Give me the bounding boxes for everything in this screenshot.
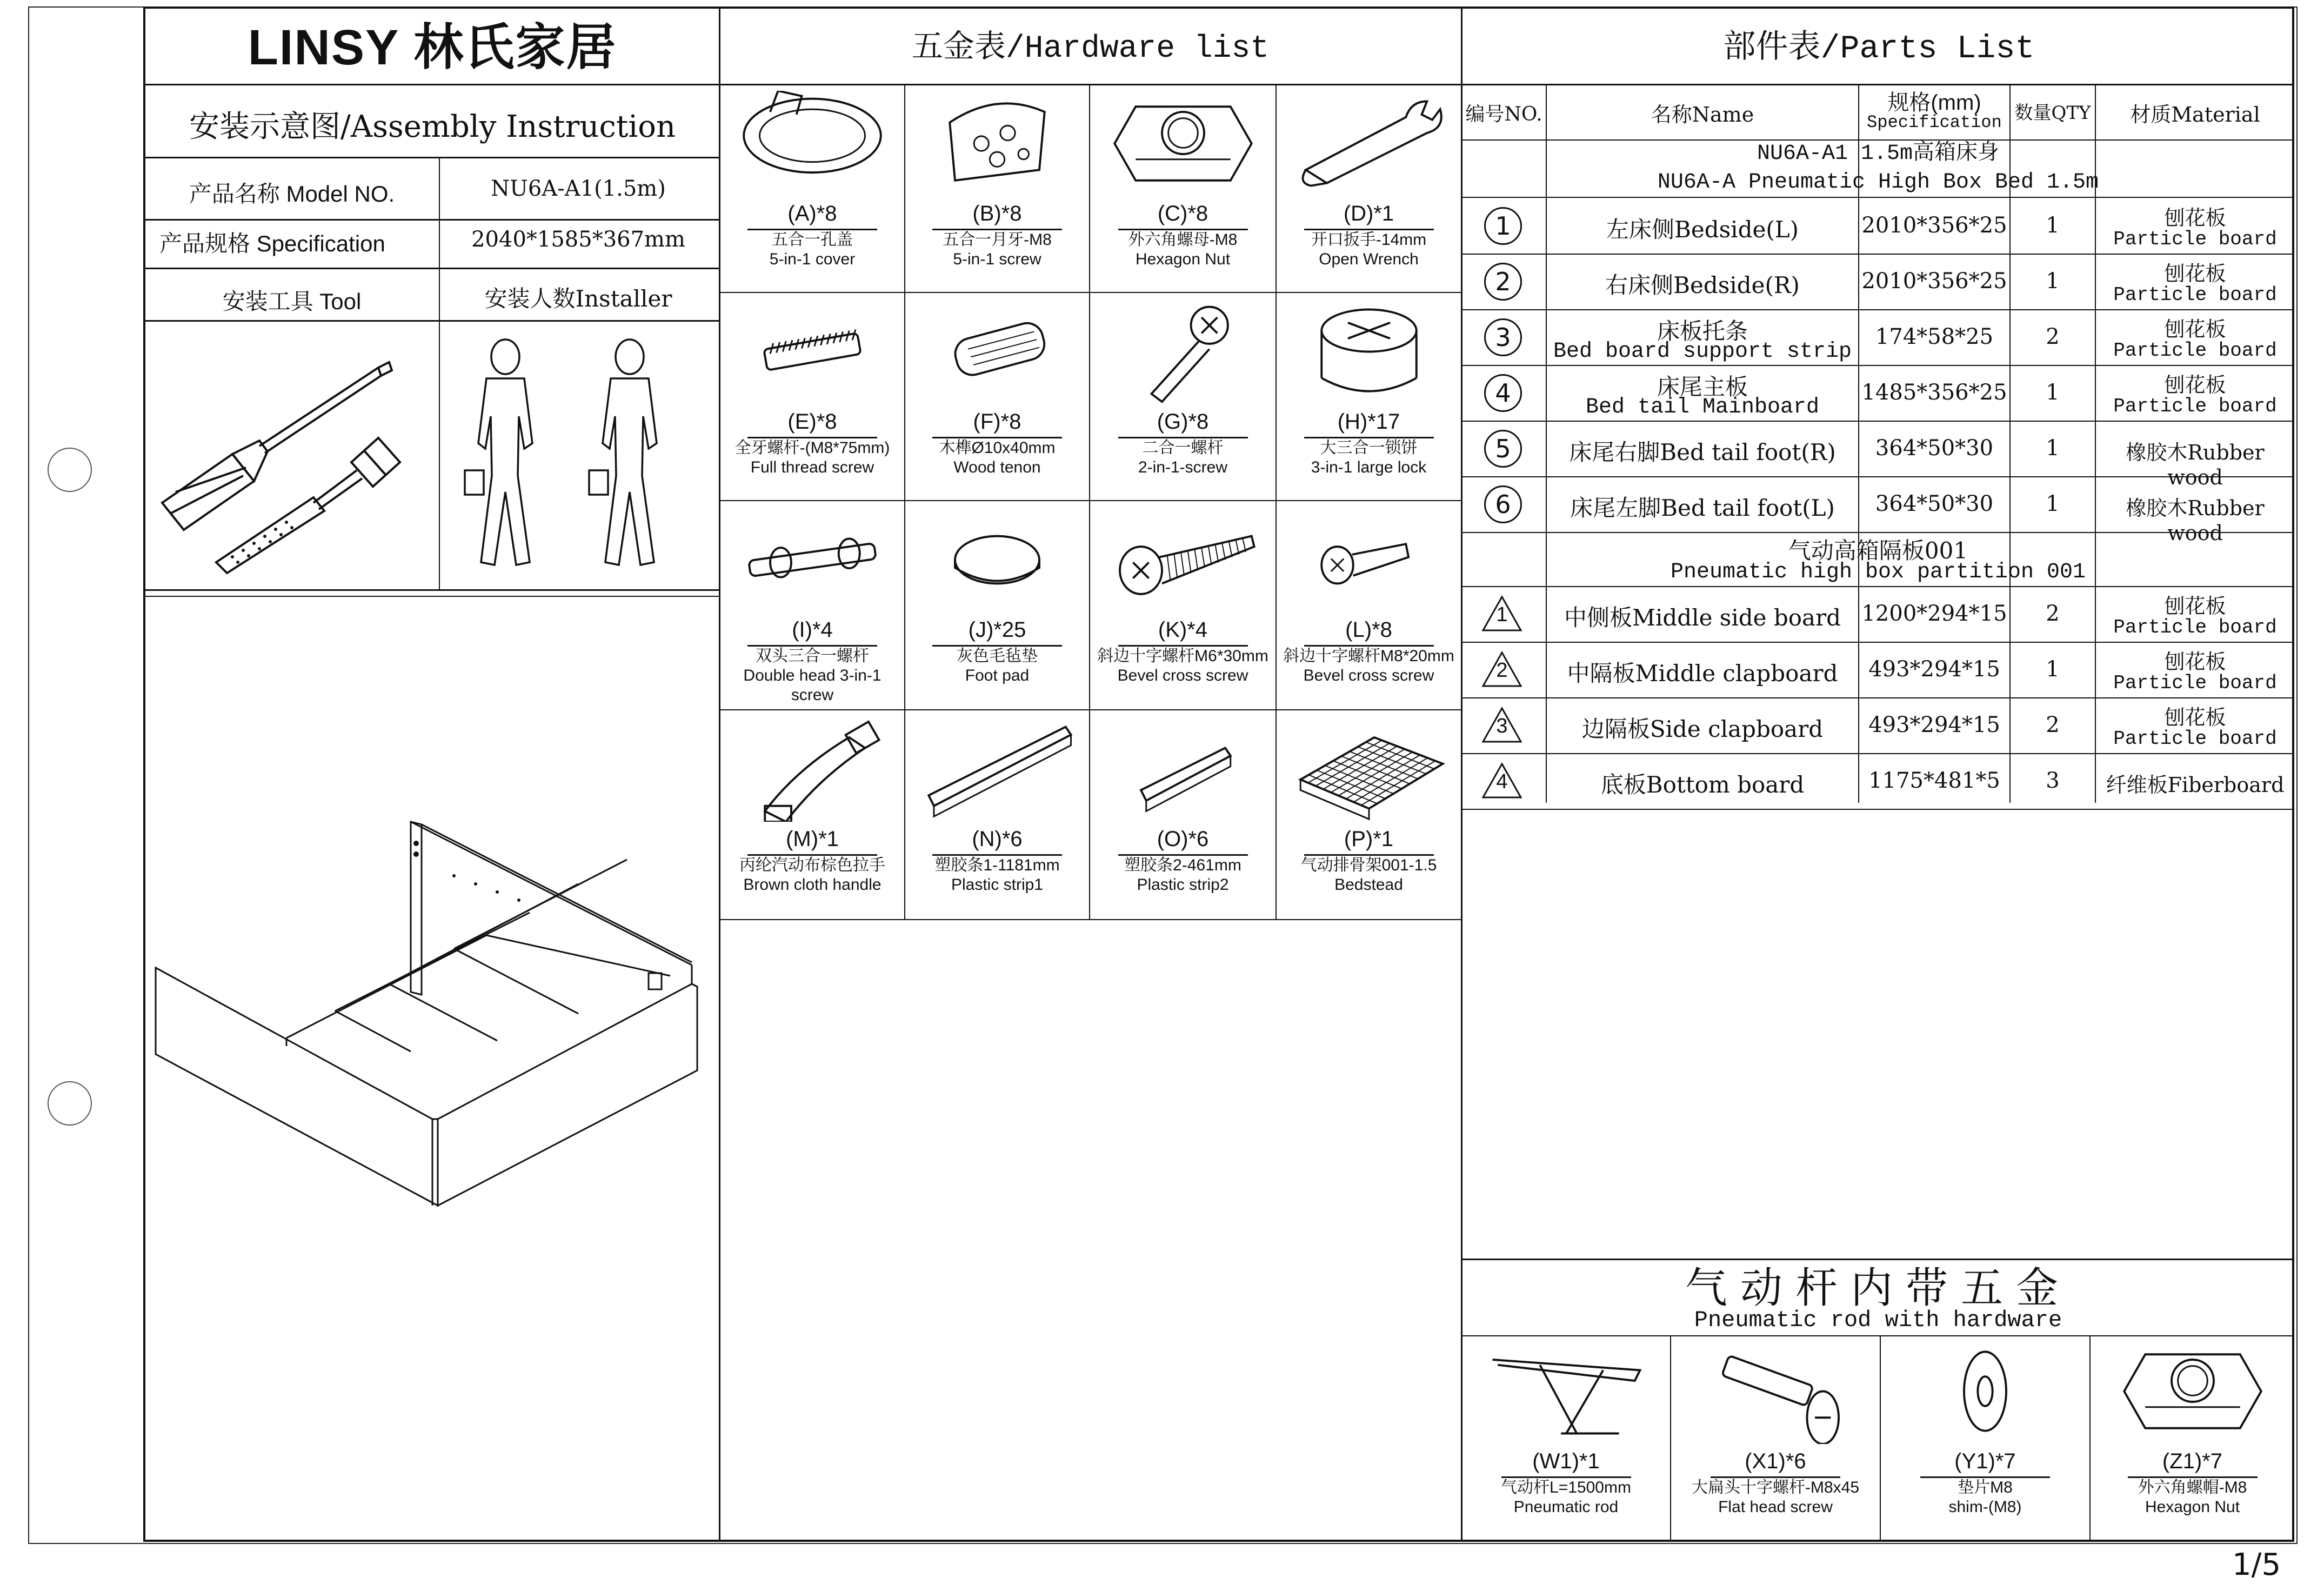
hardware-item	[905, 502, 1089, 685]
pneumatic-item	[1462, 1339, 1670, 1517]
hardware-item	[905, 294, 1089, 477]
bed-frame-grid-icon	[1288, 716, 1450, 822]
hardware-item	[905, 85, 1089, 269]
part-qty: 1	[2046, 491, 2060, 516]
spec-label: 产品规格 Specification	[159, 231, 385, 256]
group2-title-en: Pneumatic high box partition 001	[1670, 560, 2086, 584]
hardware-name-en: Foot pad	[965, 667, 1030, 684]
wood-dowel-icon	[916, 299, 1078, 404]
part-spec: 364*50*30	[1875, 491, 1994, 516]
hardware-item	[720, 502, 904, 705]
part-material-en: Particle board	[2113, 672, 2277, 694]
hardware-name-cn: 全牙螺杆-(M8*75mm)	[734, 439, 890, 457]
hardware-code: (I)*4	[792, 618, 833, 642]
part-spec: 493*294*15	[1868, 657, 2000, 682]
installer-label: 安装人数Installer	[484, 285, 672, 312]
part-spec: 1175*481*5	[1868, 768, 2000, 793]
part-material: 纤维板Fiberboard	[2106, 773, 2285, 797]
bed-box-drawing	[151, 800, 719, 1341]
row-rule	[1461, 809, 2294, 810]
part-name: 床板托条	[1657, 318, 1748, 344]
part-name: 床尾左脚Bed tail foot(L)	[1570, 495, 1835, 521]
hardware-item	[720, 294, 904, 477]
cloth-handle-icon	[731, 716, 893, 822]
part-material: 刨花板	[2164, 206, 2226, 230]
pneumatic-name-en: Hexagon Nut	[2145, 1498, 2240, 1516]
row-rule	[1461, 697, 2294, 698]
brand-logo: LINSY 林氏家居	[248, 20, 617, 75]
hardware-name-cn: 五合一孔盖	[772, 231, 853, 249]
part-name: 右床侧Bedside(R)	[1605, 272, 1800, 298]
row-rule	[1461, 753, 2294, 754]
part-material-en: Particle board	[2113, 284, 2277, 306]
group1-title-cn: NU6A-A1 1.5m高箱床身	[1757, 142, 2000, 166]
part-qty: 2	[2046, 324, 2060, 349]
pneumatic-code: (Z1)*7	[2162, 1449, 2223, 1473]
pneumatic-name-cn: 外六角螺帽-M8	[2138, 1479, 2247, 1496]
hardware-name-cn: 塑胶条1-1181mm	[934, 856, 1060, 874]
plastic-strip-long-icon	[916, 716, 1078, 822]
hardware-code: (E)*8	[787, 410, 837, 434]
part-material: 刨花板	[2164, 373, 2226, 397]
hardware-name-cn: 气动排骨架001-1.5	[1300, 856, 1437, 874]
hardware-name-en: 5-in-1 cover	[769, 250, 856, 268]
hardware-item	[720, 85, 904, 269]
part-spec: 2010*356*25	[1861, 269, 2007, 294]
part-qty: 2	[2046, 713, 2060, 737]
hex-nut-icon	[1102, 91, 1264, 196]
rule	[1461, 1335, 2294, 1336]
rule	[143, 219, 719, 221]
threaded-rod-icon	[731, 299, 893, 404]
part-material: 橡胶木Rubber wood	[2126, 441, 2265, 489]
part-material: 橡胶木Rubber wood	[2126, 496, 2265, 545]
hardware-code: (C)*8	[1157, 202, 1208, 225]
part-spec: 1200*294*15	[1861, 601, 2007, 626]
pneumatic-name-cn: 垫片M8	[1958, 1479, 2013, 1496]
hardware-name-cn: 开口扳手-14mm	[1311, 231, 1427, 249]
hardware-item	[1277, 502, 1461, 685]
hardware-name-cn: 塑胶条2-461mm	[1124, 856, 1241, 874]
col-header-qty: 数量QTY	[2014, 102, 2091, 124]
col-header-spec-en: Specification	[1867, 112, 2002, 132]
pneumatic-code: (W1)*1	[1532, 1449, 1600, 1473]
hardware-item	[1277, 294, 1461, 477]
part-name: 床尾主板	[1657, 374, 1748, 400]
pneumatic-code: (X1)*6	[1745, 1449, 1806, 1473]
washer-icon	[1904, 1339, 2066, 1444]
part-spec: 2010*356*25	[1861, 213, 2007, 238]
row-rule	[1461, 586, 2294, 587]
hardware-name-en: Brown cloth handle	[743, 876, 881, 894]
hardware-name-cn: 大三合一锁饼	[1320, 439, 1418, 457]
part-spec: 174*58*25	[1875, 324, 1994, 349]
part-number-circle: 3	[1484, 318, 1522, 356]
hardware-code: (P)*1	[1344, 827, 1394, 851]
part-number-circle: 6	[1484, 485, 1522, 523]
pneumatic-name-en: Flat head screw	[1718, 1498, 1833, 1516]
binder-hole-bottom	[48, 1081, 92, 1126]
part-number: 4	[1496, 770, 1508, 793]
binder-hole-top	[48, 448, 92, 492]
row-rule	[1461, 309, 2294, 310]
felt-pad-icon	[916, 507, 1078, 613]
cross-screw-icon	[1102, 507, 1264, 613]
rule	[719, 919, 1462, 920]
part-name: 边隔板Side clapboard	[1581, 716, 1824, 742]
row-rule	[1461, 365, 2294, 366]
hardware-name-cn: 斜边十字螺杆M6*30mm	[1097, 647, 1268, 665]
rule	[143, 596, 719, 597]
hardware-code: (K)*4	[1158, 618, 1208, 642]
part-name: 左床侧Bedside(L)	[1606, 216, 1799, 243]
pneumatic-name-cn: 气动杆L=1500mm	[1501, 1479, 1631, 1496]
pneumatic-name-en: shim-(M8)	[1948, 1498, 2022, 1516]
row-rule	[1461, 476, 2294, 477]
part-material-en: Particle board	[2113, 616, 2277, 638]
rule	[1461, 197, 2294, 198]
hardware-name-en: Bevel cross screw	[1117, 667, 1248, 684]
part-name: 底板Bottom board	[1600, 771, 1805, 798]
pneumatic-name-cn: 大扁头十字螺杆-M8x45	[1691, 1479, 1860, 1496]
part-material-en: Particle board	[2113, 395, 2277, 417]
hardware-name-cn: 二合一螺杆	[1142, 439, 1224, 457]
part-material-en: Particle board	[2113, 228, 2277, 250]
part-material: 刨花板	[2164, 317, 2226, 341]
hardware-item	[1090, 85, 1275, 269]
hardware-name-en: 2-in-1-screw	[1138, 458, 1228, 476]
col-header-material: 材质Material	[2130, 103, 2260, 127]
part-qty: 1	[2046, 657, 2060, 682]
part-number-circle: 2	[1484, 263, 1522, 301]
rule	[143, 157, 719, 158]
hardware-name-cn: 斜边十字螺杆M8*20mm	[1283, 647, 1454, 665]
hardware-code: (J)*25	[968, 618, 1026, 642]
hardware-code: (L)*8	[1345, 618, 1392, 642]
cam-bolt-icon	[1102, 299, 1264, 404]
part-material: 刨花板	[2164, 650, 2226, 674]
tool-label: 安装工具 Tool	[222, 289, 362, 314]
part-number: 3	[1496, 715, 1508, 737]
hardware-name-cn: 双头三合一螺杆	[756, 647, 869, 665]
hardware-code: (H)*17	[1337, 410, 1400, 434]
hardware-name-en: 3-in-1 large lock	[1311, 458, 1427, 476]
part-qty: 3	[2046, 768, 2060, 793]
hardware-item	[1090, 294, 1275, 477]
hardware-name-cn: 外六角螺母-M8	[1128, 231, 1238, 249]
cam-lock-icon	[1288, 299, 1450, 404]
cover-icon	[731, 91, 893, 196]
hardware-name-en: Wood tenon	[953, 458, 1041, 476]
hex-nut-icon	[2112, 1339, 2274, 1444]
group2-title-cn: 气动高箱隔板001	[1788, 537, 1968, 564]
part-spec: 364*50*30	[1875, 436, 1994, 461]
row-rule	[1461, 421, 2294, 422]
part-number-circle: 1	[1484, 207, 1522, 245]
part-name: 中侧板Middle side board	[1564, 604, 1841, 631]
part-qty: 1	[2046, 436, 2060, 461]
part-qty: 1	[2046, 269, 2060, 294]
part-name: 中隔板Middle clapboard	[1567, 660, 1838, 687]
part-material: 刨花板	[2164, 594, 2226, 618]
part-number: 2	[1496, 659, 1508, 682]
part-material-en: Particle board	[2113, 340, 2277, 362]
hardware-code: (D)*1	[1343, 202, 1394, 225]
part-material: 刨花板	[2164, 262, 2226, 285]
rule	[143, 268, 719, 269]
hardware-item	[1090, 502, 1275, 685]
rule	[143, 589, 719, 591]
hardware-name-en: Double head 3-in-1 screw	[743, 667, 881, 704]
part-qty: 1	[2046, 213, 2060, 238]
pneumatic-name-en: Pneumatic rod	[1513, 1498, 1619, 1516]
hardware-code: (F)*8	[973, 410, 1021, 434]
pneumatic-item	[1671, 1339, 1880, 1517]
flat-head-screw-icon	[1694, 1339, 1856, 1444]
hardware-item	[720, 711, 904, 895]
hardware-name-en: Bevel cross screw	[1303, 667, 1434, 684]
rule	[439, 157, 440, 589]
pneumatic-item	[1881, 1339, 2089, 1517]
plastic-strip-short-icon	[1102, 716, 1264, 822]
hardware-name-en: Plastic strip2	[1137, 876, 1229, 894]
pneumatic-rod-icon	[1485, 1339, 1647, 1444]
part-material-en: Particle board	[2113, 728, 2277, 750]
wrench-icon	[1288, 91, 1450, 196]
part-number: 1	[1496, 603, 1508, 626]
model-label: 产品名称 Model NO.	[189, 181, 395, 207]
double-head-bolt-icon	[731, 507, 893, 613]
pneumatic-code: (Y1)*7	[1954, 1449, 2016, 1473]
col-header-no: 编号NO.	[1465, 103, 1542, 125]
pneumatic-title-cn: 气动杆内带五金	[1685, 1264, 2071, 1312]
part-number-circle: 5	[1484, 430, 1522, 468]
part-name-en: Bed board support strip	[1553, 340, 1852, 364]
hardware-item	[1277, 85, 1461, 269]
col-header-name: 名称Name	[1651, 103, 1754, 127]
hardware-code: (A)*8	[787, 202, 837, 225]
hardware-code: (M)*1	[786, 827, 839, 851]
row-rule	[1461, 254, 2294, 255]
rule	[143, 320, 719, 322]
hardware-item	[1090, 711, 1275, 895]
hardware-name-cn: 木榫Ø10x40mm	[939, 439, 1056, 457]
rule	[1461, 1259, 2294, 1260]
rule	[719, 709, 1462, 710]
part-qty: 2	[2046, 601, 2060, 626]
row-rule	[1461, 642, 2294, 643]
hardware-name-en: Hexagon Nut	[1135, 250, 1231, 268]
part-number-circle: 4	[1484, 374, 1522, 412]
rule	[719, 292, 1462, 293]
part-material: 刨花板	[2164, 706, 2226, 729]
col-header-spec: 规格(mm)	[1887, 91, 1981, 115]
hardware-title: 五金表/Hardware list	[911, 31, 1270, 66]
screwdriver-hammer-icon	[151, 346, 432, 578]
part-qty: 1	[2046, 380, 2060, 405]
pneumatic-title-en: Pneumatic rod with hardware	[1694, 1307, 2062, 1333]
crescent-plate-icon	[916, 91, 1078, 196]
spec-value: 2040*1585*367mm	[471, 227, 685, 252]
group1-title-en: NU6A-A Pneumatic High Box Bed 1.5m	[1657, 170, 2099, 195]
part-name-en: Bed tail Mainboard	[1585, 395, 1820, 420]
hardware-name-en: Full thread screw	[750, 458, 874, 476]
hardware-name-cn: 灰色毛毡垫	[957, 647, 1038, 665]
hardware-name-en: Bedstead	[1334, 876, 1403, 894]
part-name: 床尾右脚Bed tail foot(R)	[1569, 439, 1836, 465]
parts-title: 部件表/Parts List	[1723, 31, 2035, 68]
hardware-name-cn: 丙纶汽动布棕色拉手	[739, 856, 885, 874]
hardware-item	[1277, 711, 1461, 895]
part-spec: 1485*356*25	[1861, 380, 2007, 405]
hardware-code: (G)*8	[1157, 410, 1209, 434]
hardware-code: (N)*6	[972, 827, 1023, 851]
installer-figures-icon	[454, 335, 708, 584]
page-number: 1/5	[2232, 1547, 2281, 1582]
hardware-name-en: Open Wrench	[1319, 250, 1419, 268]
assembly-title: 安装示意图/Assembly Instruction	[189, 109, 676, 144]
model-value: NU6A-A1(1.5m)	[491, 176, 666, 201]
pneumatic-item	[2091, 1339, 2294, 1517]
hardware-item	[905, 711, 1089, 895]
hardware-name-en: 5-in-1 screw	[953, 250, 1041, 268]
rule	[719, 500, 1462, 501]
hardware-name-cn: 五合一月牙-M8	[943, 231, 1052, 249]
part-spec: 493*294*15	[1868, 713, 2000, 737]
hardware-code: (O)*6	[1157, 827, 1209, 851]
short-cross-screw-icon	[1288, 507, 1450, 613]
hardware-name-en: Plastic strip1	[951, 876, 1044, 894]
hardware-code: (B)*8	[972, 202, 1022, 225]
